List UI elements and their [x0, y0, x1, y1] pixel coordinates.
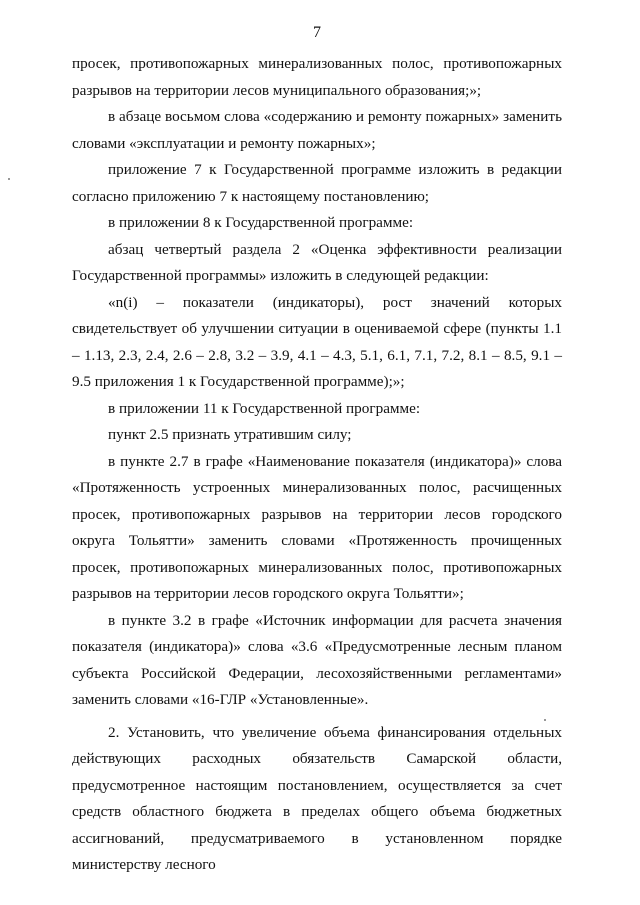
paragraph-appendix-8-heading: в приложении 8 к Государственной программе:: [108, 214, 414, 231]
paragraph-appendix-11-heading: в приложении 11 к Государственной программе:: [108, 399, 421, 417]
paragraph-continuation: просек, противопожарных минерализованных полос, противопожарных разрывов на территории лесов муниципального образования;»;: [72, 55, 562, 99]
paragraph-point-2-7: в пункте 2.7 в графе «Наименование показателя (индикатора)» слова «Протяженность устроенных минерализованных полос, расчищенных просек, противопожарных разрывов на территории лесов городского округа Тольятти» заменить словами «Протяженность прочищенных просек, противопожарных минерализованных полос, противопожарных разрывов на территории лесов городского округа Тольятти»;: [72, 452, 562, 602]
paragraph-amend-abzac-8: в абзаце восьмом слова «содержанию и ремонту пожарных» заменить словами «эксплуатации и ремонту пожарных»;: [72, 108, 562, 152]
document-page: [72, 0, 562, 905]
paragraph-point-2-5: пункт 2.5 признать утратившим силу;: [108, 426, 352, 443]
paragraph-indicators-quote: «n(i) – показатели (индикаторы), рост значений которых свидетельствует об улучшении ситуации в оцениваемой сфере (пункты 1.1 – 1.13, 2.3, 2.4, 2.6 – 2.8, 3.2 – 3.9, 4.1 – 4.3, 5.1, 6.1, 7.1, 7.2, 8.1 – 8.5, 9.1 – 9.5 приложения 1 к Государственной программе);»;: [72, 293, 562, 390]
paragraph-appendix-7: приложение 7 к Государственной программе изложить в редакции согласно приложению 7 к настоящему постановлению;: [72, 161, 562, 205]
scan-speck: [8, 178, 10, 180]
page-number: 7: [313, 24, 321, 41]
scan-speck: [544, 719, 546, 721]
paragraph-point-3-2: в пункте 3.2 в графе «Источник информации для расчета значения показателя (индикатора)» слова «3.6 «Предусмотренные лесным планом субъекта Российской Федерации, лесохозяйственными регламентами» заменить словами «16-ГЛР «Установленные».: [72, 611, 562, 708]
paragraph-clause-2-financing: 2. Установить, что увеличение объема финансирования отдельных действующих расходных обязательств Самарской области, предусмотренное настоящим постановлением, осуществляется за счет средств областного бюджета в пределах общего объема бюджетных ассигнований, предусматриваемого в установленном порядке министерству лесного: [72, 723, 562, 873]
paragraph-section-2-abzac-4: абзац четвертый раздела 2 «Оценка эффективности реализации Государственной программы» изложить в следующей редакции:: [72, 240, 562, 284]
document-body: [72, 51, 562, 879]
